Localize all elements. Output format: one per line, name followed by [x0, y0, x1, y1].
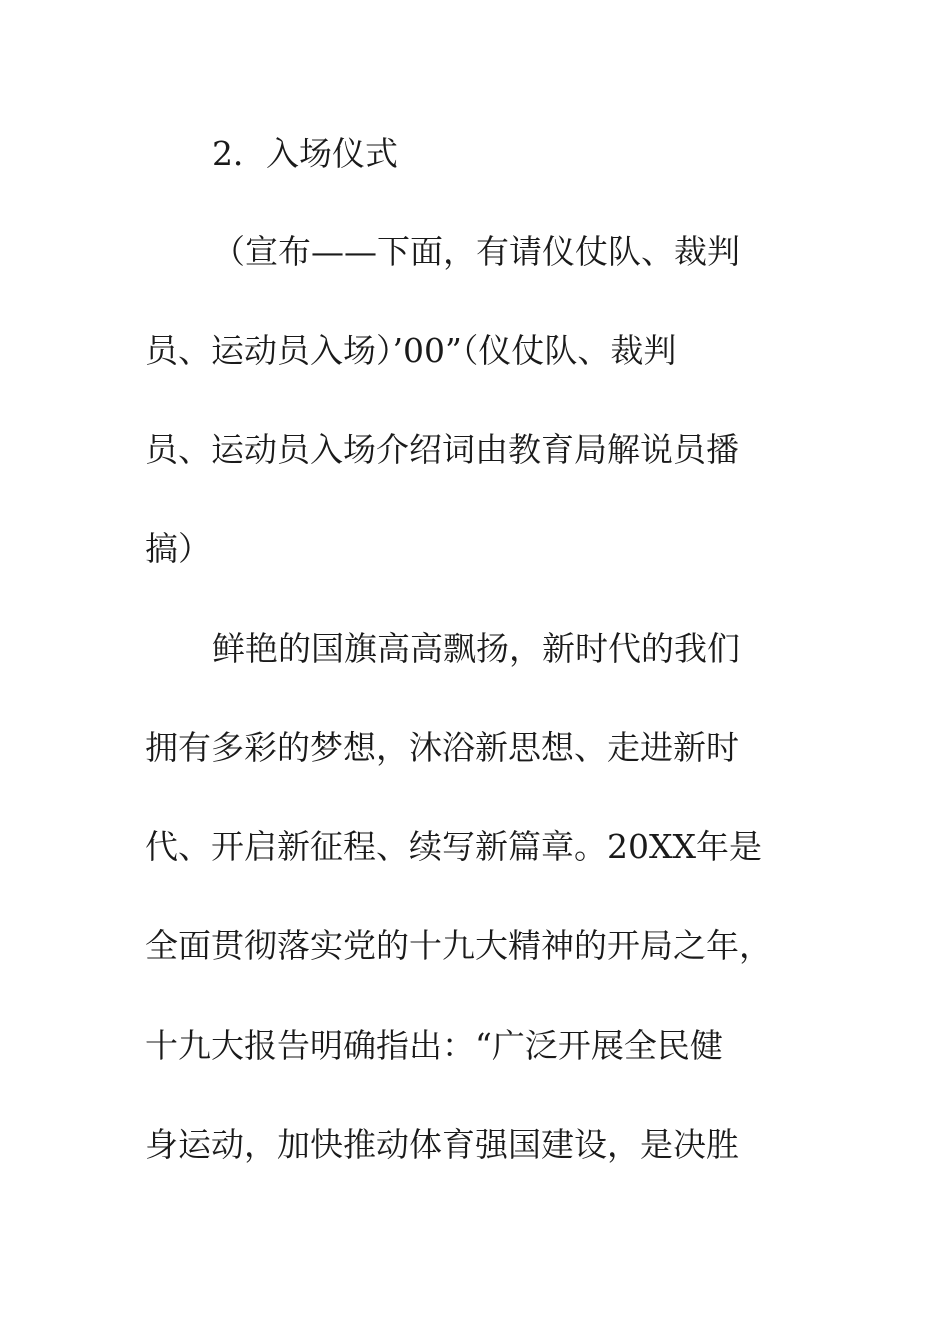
paragraph-line: 全面贯彻落实党的十九大精神的开局之年， — [145, 926, 772, 965]
paragraph-line: 鲜艳的国旗高高飘扬，新时代的我们 — [212, 629, 740, 668]
paragraph-line: 代、开启新征程、续写新篇章。20XX年是 — [145, 827, 762, 866]
paragraph-line: 拥有多彩的梦想，沐浴新思想、走进新时 — [145, 728, 739, 767]
paragraph-line: 十九大报告明确指出：“广泛开展全民健 — [145, 1026, 723, 1065]
paragraph-line: 搞） — [145, 529, 211, 568]
section-heading: 2．入场仪式 — [212, 134, 398, 173]
paragraph-line: 员、运动员入场）’00”（仪仗队、裁判 — [145, 331, 677, 370]
paragraph-line: （宣布——下面，有请仪仗队、裁判 — [212, 232, 740, 271]
paragraph-line: 员、运动员入场介绍词由教育局解说员播 — [145, 430, 739, 469]
paragraph-line: 身运动，加快推动体育强国建设，是决胜 — [145, 1125, 739, 1164]
